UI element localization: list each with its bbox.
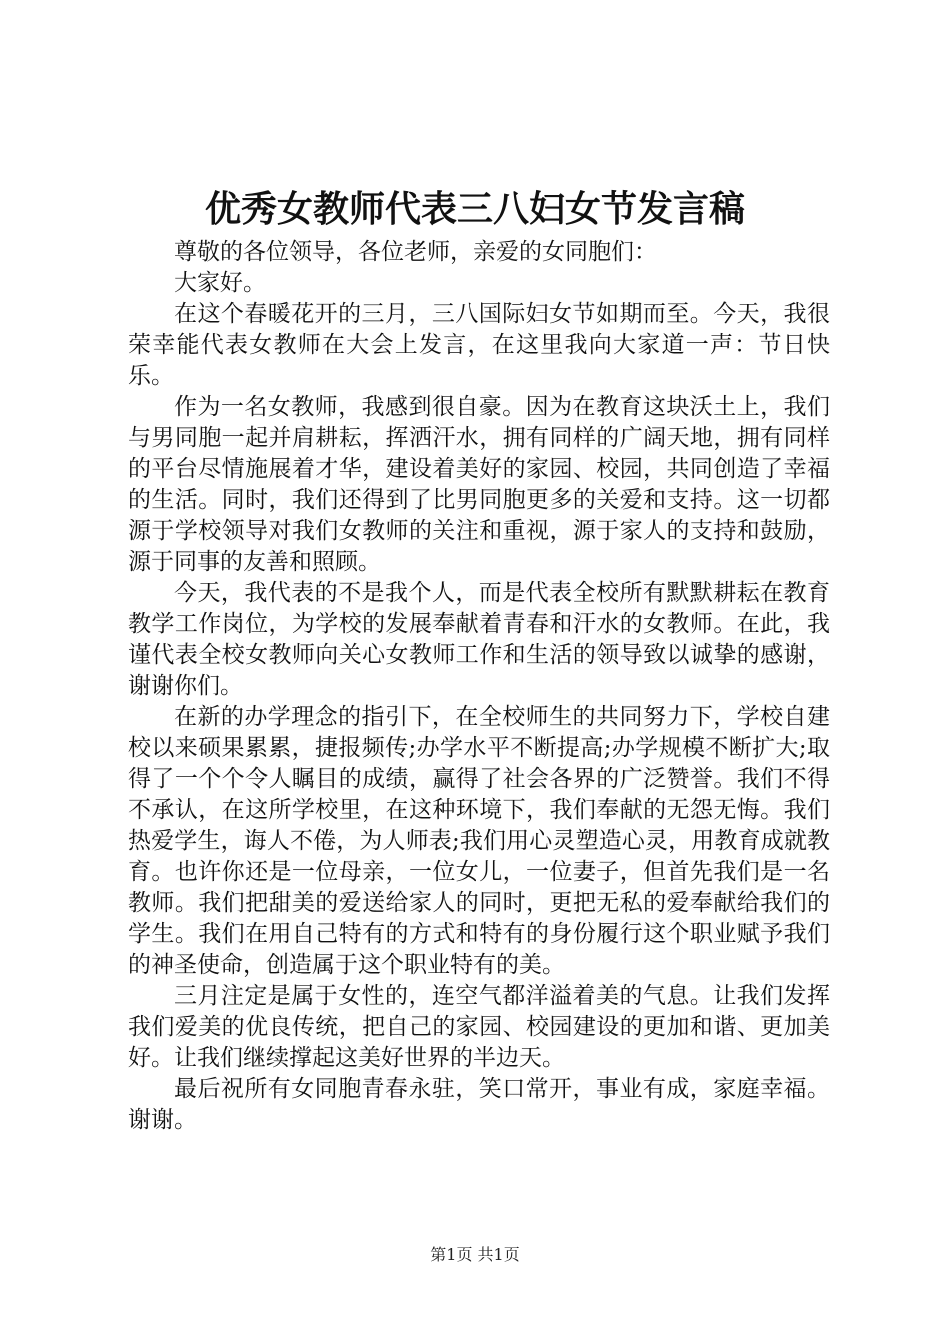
paragraph-2: 作为一名女教师，我感到很自豪。因为在教育这块沃土上，我们与男同胞一起并肩耕耘，挥洒汗水，拥有同样的广阔天地，拥有同样的平台尽情施展着才华，建设着美好的家园、校园，共同创造了幸福的生活。同时，我们还得到了比男同胞更多的关爱和支持。这一切都源于学校领导对我们女教师的关注和重视，源于家人的支持和鼓励，源于同事的友善和照顾。	[128, 394, 830, 575]
paragraph-4: 在新的办学理念的指引下，在全校师生的共同努力下，学校自建校以来硕果累累，捷报频传;办学水平不断提高;办学规模不断扩大;取得了一个个令人瞩目的成绩，赢得了社会各界的广泛赞誉。我们不得不承认，在这所学校里，在这种环境下，我们奉献的无怨无悔。我们热爱学生，诲人不倦，为人师表;我们用心灵塑造心灵，用教育成就教育。也许你还是一位母亲，一位女儿，一位妻子，但首先我们是一名教师。我们把甜美的爱送给家人的同时，更把无私的爱奉献给我们的学生。我们在用自己特有的方式和特有的身份履行这个职业赋予我们的神圣使命，创造属于这个职业特有的美。	[128, 704, 830, 978]
salutation: 尊敬的各位领导，各位老师，亲爱的女同胞们：	[174, 239, 657, 265]
page-number-footer: 第1页 共1页	[430, 1245, 520, 1264]
document-body	[128, 237, 830, 1136]
closing-paragraph: 最后祝所有女同胞青春永驻，笑口常开，事业有成，家庭幸福。谢谢。	[128, 1076, 830, 1133]
paragraph-5: 三月注定是属于女性的，连空气都洋溢着美的气息。让我们发挥我们爱美的优良传统，把自己的家园、校园建设的更加和谐、更加美好。让我们继续撑起这美好世界的半边天。	[128, 983, 830, 1071]
paragraph-3: 今天，我代表的不是我个人，而是代表全校所有默默耕耘在教育教学工作岗位，为学校的发展奉献着青春和汗水的女教师。在此，我谨代表全校女教师向关心女教师工作和生活的领导致以诚挚的感谢，谢谢你们。	[128, 580, 830, 699]
document-title: 优秀女教师代表三八妇女节发言稿	[204, 189, 745, 230]
paragraph-1: 在这个春暖花开的三月，三八国际妇女节如期而至。今天，我很荣幸能代表女教师在大会上发言，在这里我向大家道一声：节日快乐。	[128, 301, 830, 389]
greeting: 大家好。	[174, 270, 266, 296]
